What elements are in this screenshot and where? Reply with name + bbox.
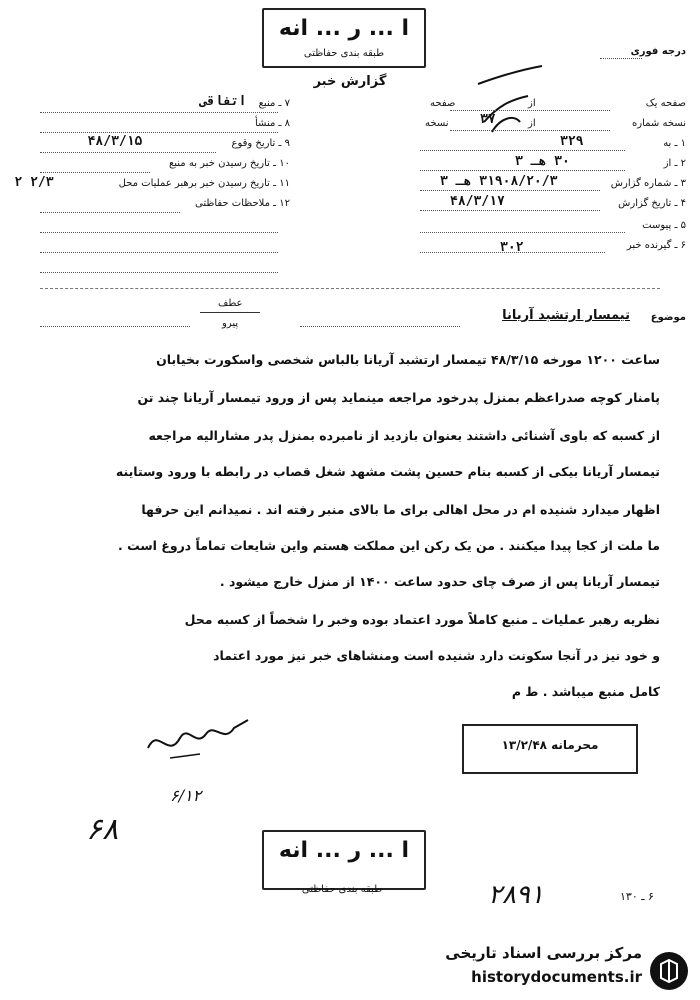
receipt-stamp xyxy=(462,724,638,774)
right-field-value: ۳۰ هـ ۳ xyxy=(515,154,570,169)
body-line: نظریه رهبر عملیات ـ منبع کاملاً مورد اعتماد بوده وخبر را شخصاً از کسبه محل xyxy=(184,612,660,627)
body-line: از کسبه که باوی آشنائی داشتند بعنوان بازدید از نامبرده بمنزل پدر مشارالیه مراجعه xyxy=(148,428,660,443)
watermark xyxy=(400,940,700,1000)
subject-side-bottom: پیرو xyxy=(222,318,239,329)
left-field-value: ۴۸/۳/۱۵ xyxy=(87,134,143,149)
watermark-url: historydocuments.ir xyxy=(471,968,642,986)
classification-stamp xyxy=(262,8,426,68)
right-field-label: ۶ ـ گیرنده خبر xyxy=(626,240,686,251)
right-field-value: ۳۱۹۰۸/۲۰/۳ هـ ۳ xyxy=(440,174,558,189)
footer-handwritten-note: ۲۸۹۱ xyxy=(488,880,544,910)
right-field-label: ۵ ـ پیوست xyxy=(642,220,686,231)
right-field-mid: از xyxy=(528,118,536,129)
watermark-org-name: مرکز بررسی اسناد تاریخی xyxy=(445,944,642,962)
body-line: و خود نیز در آنجا سکونت دارد شنیده است ومنشاهای خبر نیز مورد اعتماد xyxy=(213,648,660,663)
classification-stamp-title: ا ... ر ... انه xyxy=(278,16,410,41)
right-field-label: ۴ ـ تاریخ گزارش xyxy=(618,198,686,209)
signature-number: ۶/۱۲ xyxy=(170,786,202,805)
urgency-label: درجه فوری xyxy=(630,46,686,57)
bottom-stamp-title: ا ... ر ... انه xyxy=(278,838,410,863)
left-field-label: ۱۰ ـ تاریخ رسیدن خبر به منبع xyxy=(168,158,290,169)
report-title: گزارش خبر xyxy=(313,74,387,89)
body-line: کامل منبع میباشد . ط م xyxy=(511,684,660,699)
body-line: تیمسار آریانا پس از صرف چای حدود ساعت ۱۴۰۰ از منزل خارج میشود . xyxy=(219,574,660,589)
bottom-stamp-subtitle: طبقه بندی حفاظتی xyxy=(301,884,383,895)
history-docs-logo-icon xyxy=(650,952,688,990)
right-field-label: ۲ ـ از xyxy=(663,158,686,169)
body-line: اظهار میدارد شنیده ام در محل اهالی برای ما بالای منبر رفته اند . نمیدانم این حرفها xyxy=(141,502,660,517)
right-field-end: نسخه xyxy=(425,118,449,129)
left-field-label: ۹ ـ تاریخ وقوع xyxy=(231,138,290,149)
subject-text: تیمسار ارتشبد آریانا xyxy=(502,308,630,323)
right-field-label: ۱ ـ به xyxy=(663,138,686,149)
form-code: ۶ ـ ۱۳۰ xyxy=(620,890,654,903)
signature-image xyxy=(140,708,260,768)
right-field-end: صفحه xyxy=(430,98,456,109)
classification-stamp-subtitle: طبقه بندی حفاظتی xyxy=(303,48,385,59)
right-field-label: نسخه شماره xyxy=(632,118,686,129)
header-separator xyxy=(40,288,660,289)
subject-label: موضوع xyxy=(650,312,686,323)
body-line: ما ملت از کجا پیدا میکنند . من یک رکن این مملکت هستم واین شایعات تماماً دروغ است . xyxy=(118,538,660,553)
left-field-label: ۸ ـ منشأ xyxy=(254,118,290,129)
margin-handwritten-note: ۶۸ xyxy=(86,812,119,847)
right-field-value: ۴۸/۳/۱۷ xyxy=(450,194,505,209)
body-line: ساعت ۱۲۰۰ مورخه ۴۸/۳/۱۵ تیمسار ارتشبد آریانا بالباس شخصی واسکورت بخیابان xyxy=(156,352,660,367)
right-field-value: ۳۲۹ xyxy=(560,134,584,149)
urgency-dots xyxy=(600,58,642,59)
left-field-label: ۷ ـ منبع xyxy=(258,98,290,109)
subject-side-top: عطف xyxy=(218,298,243,309)
body-line: پامنار کوچه صدراعظم بمنزل پدرخود مراجعه مینماید پس از ورود تیمسار آریانا چند تن xyxy=(137,390,660,405)
receipt-stamp-text: محرمانه ۱۳/۲/۴۸ xyxy=(501,738,599,752)
body-line: تیمسار آریانا بیکی از کسبه بنام حسین پشت مشهد شغل قصاب در رابطه با ورود وستاینه xyxy=(115,464,660,479)
left-field-label: ۱۱ ـ تاریخ رسیدن خبر برهبر عملیات محل xyxy=(118,178,290,189)
right-field-label: ۳ ـ شماره گزارش xyxy=(610,178,686,189)
bottom-classification-stamp xyxy=(262,830,426,890)
left-field-value: اتفاقی xyxy=(199,94,247,109)
right-field-label: صفحه یک xyxy=(645,98,686,109)
left-field-value: ۲ ۲/۳ xyxy=(14,175,54,190)
right-field-value: ۳۰۲ xyxy=(500,240,524,255)
right-field-mid: از xyxy=(528,98,536,109)
left-field-label: ۱۲ ـ ملاحظات حفاظتی xyxy=(195,198,290,209)
right-field-value: ۳۷ xyxy=(480,112,496,127)
